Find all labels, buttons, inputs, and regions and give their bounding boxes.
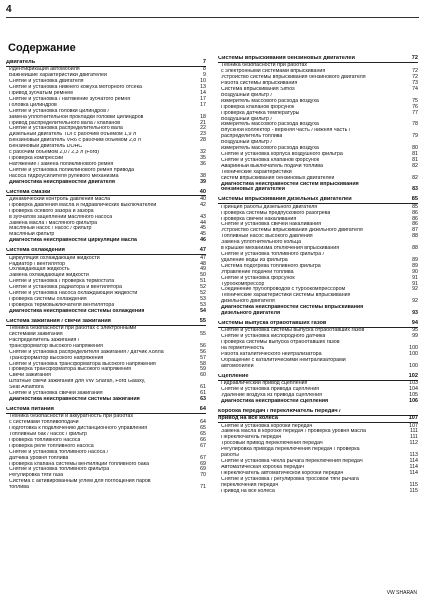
toc-entry-title: Диагностика неисправностей системы впрыскивания xyxy=(221,305,364,311)
toc-entry-page: 28 xyxy=(200,137,206,144)
toc-entry-page: 38 xyxy=(200,172,206,179)
toc-entry-title: измеритель массового расхода воздуха xyxy=(221,122,319,128)
toc-entry-title: Трансформатор высокого напряжения xyxy=(9,355,104,361)
toc-entry-page: 54 xyxy=(200,307,206,314)
toc-entry-page: 99 xyxy=(412,333,418,340)
toc-entry-title: Диагностика неисправностей циркуляции масла xyxy=(9,238,137,244)
toc-entry[interactable] xyxy=(6,180,206,186)
toc-section-heading[interactable] xyxy=(6,60,206,67)
toc-entry-title: Снятие и установка коробки передач xyxy=(221,423,313,429)
toc-entry-page: 81 xyxy=(412,156,418,163)
toc-entry-title: Диагностика неисправностей двигателя xyxy=(9,179,115,185)
footer-text: VW SHARAN xyxy=(386,590,417,596)
toc-entry-page: 52 xyxy=(200,284,206,291)
toc-entry-page: 75 xyxy=(412,97,418,104)
toc-section-heading[interactable] xyxy=(6,319,206,326)
toc-entry-title: Снятие и установка распределителя зажигания / датчик Холла xyxy=(9,349,164,355)
toc-entry-title: работы xyxy=(221,453,239,459)
toc-entry-title: с рабочим объемом 2,0 / 2,3 л (Ford) xyxy=(9,150,100,156)
toc-entry-title: Бензиновый двигатель DOHC xyxy=(9,144,83,150)
toc-entry-title: Переключатель передач xyxy=(221,435,282,441)
toc-entry[interactable] xyxy=(218,399,418,405)
toc-entry-title: Снятие и установка / натяжение зубчатого ремня xyxy=(9,96,131,102)
toc-entry-title: переключения передач xyxy=(221,482,279,488)
toc-entry-page: 90 xyxy=(412,268,418,275)
toc-entry-title: Натяжение / замена поликлинового ремня xyxy=(9,161,114,167)
toc-entry-page: 86 xyxy=(412,209,418,216)
toc-entry-title: Снятие и установка трансформатора высокого напряжения xyxy=(9,361,156,367)
toc-entry-page: 57 xyxy=(200,354,206,361)
toc-section xyxy=(6,248,206,314)
toc-entry-title: Переключатель автоматической коробки передач xyxy=(221,470,344,476)
toc-entry-title: Техника безопасности при работах с электронными xyxy=(9,326,137,332)
toc-section-heading[interactable] xyxy=(218,321,418,328)
toc-entry-page: 115 xyxy=(409,481,418,488)
toc-entry-title: Снятие и установка привода сцепления xyxy=(221,387,320,393)
toc-entry-title: Коробка передач / переключатель передач / xyxy=(218,408,341,414)
toc-entry-title: Удаление воздуха из привода сцепления xyxy=(221,392,322,398)
toc-entry-title: Воздушный фильтр / xyxy=(221,92,272,98)
toc-entry-page: 50 xyxy=(200,272,206,279)
toc-entry-page: 21 xyxy=(200,119,206,126)
toc-entry-page: 104 xyxy=(409,386,418,393)
toc-entry-page: 47 xyxy=(200,254,206,261)
toc-entry-title: Аварийный выключатель подачи топлива xyxy=(221,163,323,169)
toc-entry-title: Штатные свечи зажигания для VW Sharan, Ford Galaxy, xyxy=(9,379,146,385)
toc-entry-page: 65 xyxy=(200,425,206,432)
toc-entry-title: Привод на все колеса xyxy=(221,488,275,494)
toc-entry-page: 67 xyxy=(200,454,206,461)
toc-entry-page: 103 xyxy=(409,380,418,387)
toc-entry-title: на герметичность xyxy=(221,346,265,352)
toc-entry-page: 66 xyxy=(200,436,206,443)
toc-entry-page: 107 xyxy=(409,422,418,429)
toc-entry-title: распределитель топлива xyxy=(221,134,283,140)
toc-entry-page: 114 xyxy=(409,469,418,476)
toc-entry-title: Принцип работы дизельного двигателя xyxy=(221,204,318,210)
toc-section-heading[interactable] xyxy=(218,56,418,63)
toc-entry-page: 76 xyxy=(412,103,418,110)
toc-entry-title: Циркуляция охлаждающей жидкости xyxy=(9,255,100,261)
toc-right-column xyxy=(218,56,418,498)
toc-entry-page: 18 xyxy=(200,113,206,120)
toc-entry-page: 85 xyxy=(412,203,418,210)
toc-entry-page: 89 xyxy=(412,256,418,263)
toc-entry-page: 82 xyxy=(412,162,418,169)
toc-entry-title: с электронными системами впрыскивания xyxy=(221,69,326,75)
toc-entry-page: 7 xyxy=(202,59,206,65)
toc-entry-page: 100 xyxy=(409,351,418,357)
toc-entry-title: Впускной коллектор - верхняя часть / нижняя часть / xyxy=(221,128,351,134)
toc-entry-page: 69 xyxy=(200,466,206,473)
toc-entry-page: 102 xyxy=(408,372,418,379)
toc-entry-title: Снятие и установка топливного насоса / xyxy=(9,449,109,455)
toc-entry-title: Динамический контроль давления масла xyxy=(9,196,111,202)
toc-entry-title: Идентификация автомобиля xyxy=(9,67,80,73)
toc-entry-title: датчика уровня топлива xyxy=(9,455,69,461)
toc-section xyxy=(218,56,418,193)
toc-entry-title: Снятие и установка головки цилиндров / xyxy=(9,108,109,114)
toc-entry[interactable] xyxy=(6,397,206,403)
toc-entry-title: Снятие и установка двигателя xyxy=(9,79,84,85)
toc-entry-page: 64 xyxy=(199,405,206,412)
toc-entry-page: 56 xyxy=(200,342,206,349)
toc-entry-page: 88 xyxy=(412,233,418,240)
toc-entry-title: с системами топливоподачи xyxy=(9,420,79,426)
toc-entry-title: Системы впрыскивания бензиновых двигателей xyxy=(218,56,355,61)
toc-entry-page: 53 xyxy=(200,301,206,308)
toc-entry-title: Замена масла в коробке передач / проверка уровня масла xyxy=(221,429,366,435)
toc-entry-page: 23 xyxy=(200,131,206,138)
toc-section xyxy=(6,190,206,245)
toc-entry-title: трансформатор высокого напряжения xyxy=(9,343,103,349)
toc-entry-title: Сцепление xyxy=(218,373,249,379)
toc-entry[interactable] xyxy=(6,238,206,244)
toc-entry[interactable] xyxy=(218,489,418,495)
toc-entry-page: 74 xyxy=(412,86,418,93)
toc-entry-page: 93 xyxy=(412,310,418,317)
toc-entry-title: Управление подачей топлива xyxy=(221,269,294,275)
toc-entry-title: Снятие и установка свечей зажигания xyxy=(9,391,103,397)
toc-entry-page: 88 xyxy=(412,245,418,252)
toc-entry-page: 47 xyxy=(199,247,206,254)
toc-entry-page: 79 xyxy=(412,133,418,140)
toc-entry-page: 100 xyxy=(409,345,418,352)
toc-entry-title: Тросовый привод переключения передач xyxy=(221,441,323,447)
header-rule xyxy=(6,17,419,18)
toc-entry-page: 81 xyxy=(412,151,418,157)
toc-entry-page: 95 xyxy=(412,327,418,334)
toc-entry-title: Турбокомпрессор xyxy=(221,281,265,287)
toc-entry-title: Топливный бак / насос / фильтр xyxy=(9,431,87,437)
toc-entry-page: 52 xyxy=(200,290,206,297)
toc-entry-page: 58 xyxy=(200,360,206,367)
toc-section-heading[interactable] xyxy=(218,409,418,416)
toc-entry-title: Работа системы впрыскивания xyxy=(221,81,298,87)
toc-entry-title: Технические характеристики системы впрыскивания xyxy=(221,293,351,299)
toc-entry-title: Проверка осевого зазора и зазора xyxy=(9,208,94,214)
toc-entry-title: Проверка системы охлаждения xyxy=(9,296,87,302)
toc-entry-page: 114 xyxy=(409,458,418,464)
toc-entry[interactable] xyxy=(218,311,418,317)
toc-section-heading[interactable] xyxy=(218,374,418,381)
toc-entry-title: Система зажигания / свечи зажигания xyxy=(6,318,111,324)
toc-entry-page: 80 xyxy=(412,145,418,152)
toc-left-column xyxy=(6,60,206,495)
toc-entry-title: Снятие и установка радиатора и вентилятора xyxy=(9,285,122,291)
toc-entry-page: 53 xyxy=(200,295,206,302)
toc-entry[interactable] xyxy=(218,187,418,193)
page-title: Содержание xyxy=(8,42,76,54)
toc-entry-title: Снятие и установка свечей накаливания xyxy=(221,222,321,228)
toc-entry-title: Снятие и установка системы выпуска отработавших газов xyxy=(221,328,365,334)
toc-entry-page: 14 xyxy=(200,90,206,97)
toc-entry-page: 9 xyxy=(203,72,206,79)
toc-entry-title: измеритель массового расхода воздуха xyxy=(221,98,319,104)
toc-entry-page: 69 xyxy=(200,460,206,467)
toc-entry-page: 100 xyxy=(409,362,418,369)
toc-entry-title: Снятие и установка кислородного датчика xyxy=(221,334,326,340)
toc-entry-title: дизельного двигателя xyxy=(221,299,275,305)
toc-entry-title: Seat Alhambra xyxy=(9,385,44,391)
toc-entry-title: систем впрыскивания бензиновых двигателей xyxy=(221,175,335,181)
toc-entry-title: Замена масла / масляного фильтра xyxy=(9,220,98,226)
toc-entry-title: Система охлаждения xyxy=(6,248,65,254)
toc-entry-title: Проверка трансформатора высокого напряжения xyxy=(9,367,132,373)
toc-entry-page: 40 xyxy=(199,188,206,195)
toc-entry-title: Проверка реле топливного насоса xyxy=(9,443,94,449)
toc-entry-title: Проверка топливного насоса xyxy=(9,437,81,443)
toc-entry-title: в крышке механизма отключения впрыскивания xyxy=(221,246,340,252)
toc-entry-page: 55 xyxy=(200,330,206,337)
toc-entry-page: 65 xyxy=(200,430,206,437)
toc-entry[interactable] xyxy=(6,309,206,315)
toc-entry-title: Проверка термовыключателя вентилятора xyxy=(9,302,115,308)
toc-entry-title: Воздушный фильтр / xyxy=(221,116,272,122)
toc-entry-title: Бензиновый двигатель VR6 с рабочим объемом 2,8 л xyxy=(9,138,141,144)
toc-entry-title: Снятие и установка / проверка термостата xyxy=(9,279,115,285)
toc-entry-page: 111 xyxy=(409,428,418,435)
toc-entry-page: 45 xyxy=(200,225,206,232)
toc-entry-page: 60 xyxy=(200,372,206,379)
toc-entry-page: 61 xyxy=(200,384,206,391)
toc-entry-page: 92 xyxy=(412,298,418,305)
toc-entry-page: 8 xyxy=(203,66,206,73)
toc-entry-title: Головка цилиндров xyxy=(9,102,57,108)
toc-entry-title: Гидравлический привод сцепления xyxy=(221,381,308,387)
toc-entry-page: 91 xyxy=(412,274,418,281)
toc-entry-title: Снятие и установка форсунок xyxy=(221,275,295,281)
toc-entry-page: 72 xyxy=(412,68,418,75)
toc-entry-page: 106 xyxy=(409,397,418,404)
toc-entry-title: Снятие и установка чехла рычага переключения передач xyxy=(221,459,363,464)
toc-entry-title: в зубчатом зацеплении масляного насоса xyxy=(9,214,113,220)
toc-entry-title: Снятие и установка корпуса воздушного фильтра xyxy=(221,152,343,157)
toc-entry-title: Масляный насос / насос / фильтр xyxy=(9,226,92,232)
toc-entry-page: 107 xyxy=(408,415,418,422)
toc-entry-title: Масляный фильтр xyxy=(9,232,55,238)
toc-section-heading[interactable] xyxy=(6,407,206,414)
toc-entry-page: 49 xyxy=(200,266,206,273)
toc-entry-title: Замена охлаждающей жидкости xyxy=(9,273,89,279)
toc-entry-page: 46 xyxy=(200,237,206,244)
toc-entry-page: 86 xyxy=(412,221,418,228)
toc-entry-title: Техника безопасности при работах xyxy=(221,63,308,69)
toc-entry-title: Снятие и установка топливного фильтра / xyxy=(221,252,325,257)
toc-entry-title: Проверка системы предпускового разогрева xyxy=(221,210,331,216)
toc-entry-page: 78 xyxy=(412,121,418,128)
toc-entry-page: 105 xyxy=(409,391,418,398)
toc-section xyxy=(218,374,418,405)
toc-entry-title: Система с активированным углем для поглощения паров xyxy=(9,479,151,485)
toc-entry-title: Технические характеристики xyxy=(221,169,292,175)
toc-entry-title: замена уплотнительной прокладки головки цилиндров xyxy=(9,114,144,120)
toc-entry-page: 45 xyxy=(200,231,206,238)
toc-entry-page: 59 xyxy=(200,366,206,373)
toc-entry-title: Снятие и установка нижнего кожуха моторного отсека xyxy=(9,85,142,91)
toc-entry-title: насоса гидроусилителя рулевого механизма xyxy=(9,173,119,179)
toc-entry-title: Системы впрыскивания дизельных двигателей xyxy=(218,197,352,203)
toc-entry-title: Регулировка тяги газа xyxy=(9,473,64,479)
toc-entry-title: Снятие и установка клапанов форсунок xyxy=(221,157,320,163)
toc-entry-title: бензиновых двигателей xyxy=(221,187,286,193)
toc-entry-page: 112 xyxy=(409,440,418,447)
toc-entry-title: Соединение трубопроводов с турбокомпрессором xyxy=(221,287,346,293)
toc-section-heading[interactable] xyxy=(218,197,418,204)
toc-entry-title: Снятие и установка топливного фильтра xyxy=(9,467,110,473)
toc-entry-title: Проверка давления масла и гидравлических выключателей xyxy=(9,202,157,208)
toc-section xyxy=(6,319,206,403)
toc-entry-title: измеритель массового расхода воздуха xyxy=(221,146,319,152)
toc-entry-page: 32 xyxy=(200,149,206,156)
toc-entry-page: 71 xyxy=(200,484,206,491)
toc-section-heading[interactable] xyxy=(6,190,206,197)
toc-entry-title: Техника безопасности и аккуратность при работах xyxy=(9,414,134,420)
toc-entry-page: 92 xyxy=(412,286,418,293)
toc-entry-page: 72 xyxy=(411,55,418,61)
toc-entry-page: 89 xyxy=(412,262,418,269)
toc-entry-title: Система впрыскивания Simos xyxy=(221,87,295,93)
toc-entry-title: Снятие и установка поликлинового ремня привода xyxy=(9,167,135,173)
page-number: 4 xyxy=(6,4,12,15)
toc-entry-title: Проверка системы выпуска отработавших газов xyxy=(221,340,340,346)
toc-entry-page: 17 xyxy=(200,101,206,108)
toc-entry-page: 55 xyxy=(199,317,206,324)
toc-entry-title: Замена уплотнительного кольца xyxy=(221,240,302,246)
toc-entry-title: Снятие и установка / регулировка тросовой тяги рычага xyxy=(221,476,359,482)
toc-entry-page: 10 xyxy=(200,78,206,85)
toc-entry-title: дизельного двигателя xyxy=(221,311,281,317)
toc-entry[interactable] xyxy=(218,364,418,370)
toc-entry-page: 70 xyxy=(200,472,206,479)
toc-entry-title: Обращение с каталитическими нейтрализаторами xyxy=(221,357,346,363)
toc-section xyxy=(218,197,418,317)
toc-entry[interactable] xyxy=(6,485,206,491)
toc-entry-page: 114 xyxy=(409,463,418,470)
toc-entry-page: 22 xyxy=(200,125,206,132)
toc-entry-page: 48 xyxy=(200,260,206,267)
toc-section xyxy=(6,407,206,491)
toc-entry-page: 44 xyxy=(200,219,206,226)
toc-entry-page: 111 xyxy=(409,434,418,441)
toc-entry-title: Двигатель xyxy=(6,60,36,65)
toc-entry-title: Диагностика неисправностей систем впрыскивания xyxy=(221,181,359,187)
toc-entry-title: Система питания xyxy=(6,406,54,412)
toc-entry-page: 39 xyxy=(200,178,206,185)
toc-entry-page: 115 xyxy=(409,487,418,494)
toc-section xyxy=(218,409,418,495)
toc-entry-title: Устройство системы впрыскивания бензинового двигателя xyxy=(221,75,366,81)
toc-entry-title: Распределитель зажигания / xyxy=(9,337,80,343)
toc-section-heading[interactable] xyxy=(218,416,418,423)
toc-entry-title: Диагностика неисправностей системы зажигания xyxy=(9,396,140,402)
toc-entry-title: Устройство системы впрыскивания дизельного двигателя xyxy=(221,228,363,234)
toc-entry-title: Важнейшие характеристики двигателей xyxy=(9,73,107,79)
toc-entry-title: Проверка датчика температуры xyxy=(221,110,300,116)
toc-entry-page: 67 xyxy=(200,442,206,449)
toc-section xyxy=(6,60,206,186)
toc-entry-page: 63 xyxy=(200,395,206,402)
toc-entry-page: 17 xyxy=(200,95,206,102)
toc-entry-title: Проверка клапанов форсунок xyxy=(221,104,295,110)
toc-entry-page: 64 xyxy=(200,419,206,426)
toc-entry-title: удаление воды из фильтра xyxy=(221,257,288,263)
toc-entry-page: 86 xyxy=(412,215,418,222)
toc-section xyxy=(218,321,418,370)
toc-entry-page: 82 xyxy=(412,174,418,181)
toc-entry-title: Радиатор / вентилятор xyxy=(9,261,66,267)
toc-entry-title: Привод распределительного вала / клапанов xyxy=(9,120,121,126)
toc-entry-title: Работа каталитического нейтрализатора xyxy=(221,352,322,357)
toc-entry-title: топлива xyxy=(9,485,29,491)
toc-entry-title: Охлаждающая жидкость xyxy=(9,267,70,273)
toc-entry-page: 51 xyxy=(200,278,206,285)
toc-entry-page: 13 xyxy=(200,84,206,91)
toc-entry-page: 85 xyxy=(411,196,418,203)
toc-entry-page: 113 xyxy=(409,452,418,459)
toc-entry-title: Снятие и установка насоса охлаждающей жидкости xyxy=(9,291,138,297)
toc-entry-page: 40 xyxy=(200,195,206,202)
toc-entry-page: 43 xyxy=(200,213,206,220)
toc-entry-title: Регулировка привода переключения передач / проверка xyxy=(221,447,360,453)
toc-entry-page: 91 xyxy=(412,280,418,287)
toc-entry-title: Воздушный фильтр / xyxy=(221,140,272,146)
toc-entry-title: Системы выпуска отработавших газов xyxy=(218,320,327,326)
toc-entry-title: системами зажигания xyxy=(9,331,63,337)
toc-entry-title: Свечи зажигания xyxy=(9,373,51,379)
toc-entry-title: привод на все колеса xyxy=(218,416,278,422)
toc-section-heading[interactable] xyxy=(6,248,206,255)
toc-entry-title: Проверка клапана системы вентиляции топливного бака xyxy=(9,461,150,467)
toc-entry-page: 35 xyxy=(200,155,206,161)
toc-entry-title: Топливный насос высокого давления xyxy=(221,234,313,240)
toc-entry-page: 42 xyxy=(200,201,206,208)
toc-entry-page: 56 xyxy=(200,348,206,355)
toc-entry-title: автомобилей xyxy=(221,363,254,369)
toc-entry-page: 72 xyxy=(412,74,418,81)
toc-entry-title: Диагностика неисправностей системы охлаждения xyxy=(9,308,145,314)
toc-entry-title: Дизельный двигатель TDI с рабочим объемом 1,9 л xyxy=(9,132,137,138)
toc-entry-page: 61 xyxy=(200,390,206,397)
toc-entry-page: 83 xyxy=(412,186,418,193)
toc-entry-title: Снятие и установка распределительного вала xyxy=(9,126,123,132)
toc-entry-title: Диагностика неисправностей сцепления xyxy=(221,398,329,404)
toc-entry-page: 77 xyxy=(412,109,418,116)
toc-entry-page: 87 xyxy=(412,227,418,234)
toc-entry-page: 73 xyxy=(412,80,418,87)
toc-entry-title: Система смазки xyxy=(6,189,51,195)
toc-entry-title: Привод зубчатым ремнем xyxy=(9,91,73,97)
toc-entry-page: 36 xyxy=(200,160,206,167)
toc-entry-title: Проверка свечей накаливания xyxy=(221,216,297,222)
toc-entry-title: Автоматическая коробка передач xyxy=(221,464,304,470)
toc-entry-title: Подготовка к подключению дистанционного управления xyxy=(9,426,148,432)
toc-entry-title: Проверка компрессии xyxy=(9,156,64,161)
toc-entry-title: Система подогрева топливного фильтра xyxy=(221,263,321,269)
toc-entry-page: 94 xyxy=(411,319,418,326)
